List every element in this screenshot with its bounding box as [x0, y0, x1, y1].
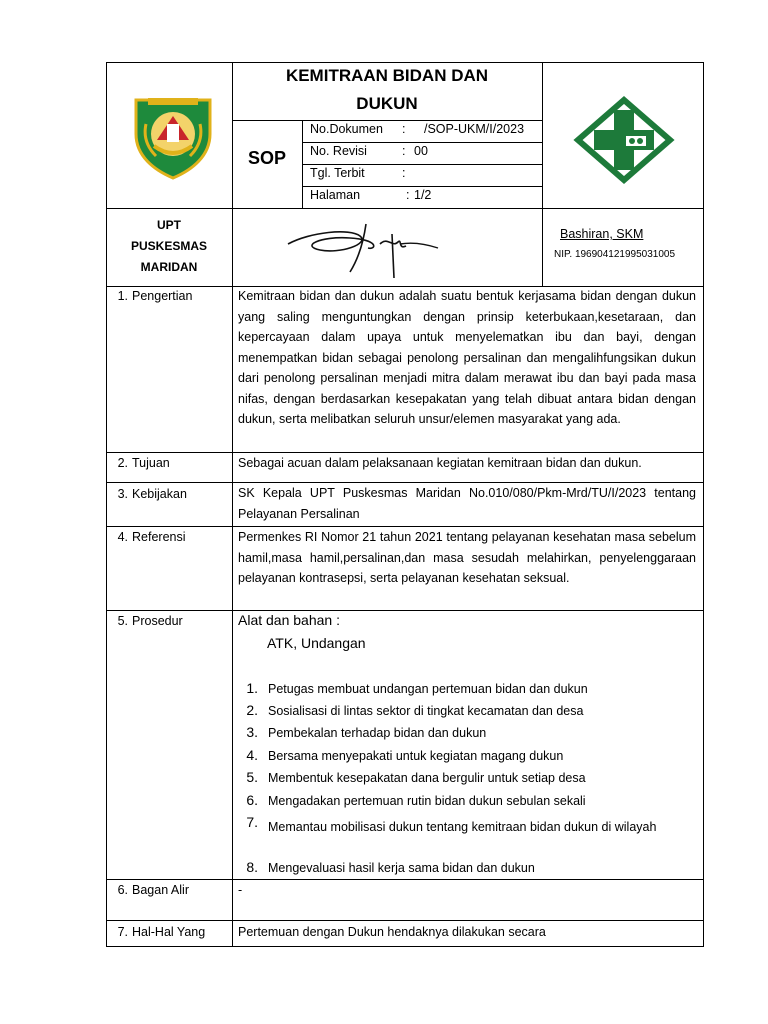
procedure-step — [238, 724, 487, 740]
regency-shield-logo-icon — [132, 94, 214, 180]
row-label-text: Pengertian — [132, 289, 193, 303]
row-text-kebijakan: SK Kepala UPT Puskesmas Maridan No.010/080/Pkm-Mrd/TU/I/2023 tentang Pelayanan Persalinan — [238, 486, 696, 521]
step-text: Membentuk kesepakatan dana bergulir untuk setiap desa — [268, 771, 586, 785]
unit-line: MARIDAN — [140, 260, 198, 274]
procedure-step — [238, 702, 584, 718]
step-text: Pembekalan terhadap bidan dan dukun — [268, 726, 487, 740]
step-text: Mengevaluasi hasil kerja sama bidan dan dukun — [268, 861, 535, 875]
meta-sep: : — [402, 122, 406, 136]
meta-value: 1/2 — [414, 188, 432, 202]
row-label-text: Hal-Hal Yang — [132, 925, 206, 939]
row-number: 7. — [117, 925, 128, 939]
row-text-referensi: Permenkes RI Nomor 21 tahun 2021 tentang pelayanan kesehatan masa sebelum hamil,masa hamil,persalinan,dan masa sesudah melahirkan, penyelenggaraan pelayanan kontrasepsi, serta pelayanan kesehatan seksual. — [238, 530, 696, 585]
step-text: Sosialisasi di lintas sektor di tingkat kecamatan dan desa — [268, 704, 584, 718]
row-number: 1. — [117, 289, 128, 303]
step-text: Bersama menyepakati untuk kegiatan magang dukun — [268, 749, 564, 763]
row-label-hal-hal-yang — [112, 925, 205, 939]
row-number: 4. — [117, 530, 128, 544]
title-line-1: KEMITRAAN BIDAN DAN — [285, 66, 489, 85]
procedure-step — [238, 747, 564, 763]
row-label-text: Tujuan — [132, 456, 170, 470]
row-label-kebijakan — [112, 487, 187, 501]
row-label-text: Referensi — [132, 530, 186, 544]
row-text-hal-hal-yang: Pertemuan dengan Dukun hendaknya dilakukan secara — [238, 925, 546, 939]
unit-name — [106, 215, 232, 278]
step-number: 8. — [246, 859, 258, 875]
meta-sep: : — [402, 144, 406, 158]
row-number: 6. — [117, 883, 128, 897]
row-label-text: Kebijakan — [132, 487, 187, 501]
meta-value: /SOP-UKM/I/2023 — [424, 122, 525, 136]
signer-nip: NIP. 196904121995031005 — [554, 249, 676, 260]
meta-sep: : — [402, 166, 406, 180]
meta-value: 00 — [414, 144, 428, 158]
step-number: 4. — [246, 747, 258, 763]
step-text: Mengadakan pertemuan rutin bidan dukun sebulan sekali — [268, 794, 586, 808]
signer-name: Bashiran, SKM — [560, 227, 644, 241]
row-label-bagan-alir — [112, 883, 189, 897]
procedure-step — [238, 769, 586, 785]
row-label-pengertian — [112, 289, 192, 303]
step-number: 5. — [246, 769, 258, 785]
procedure-step — [238, 680, 588, 696]
procedure-step — [238, 859, 535, 875]
title-line-2: DUKUN — [356, 94, 418, 113]
unit-line: UPT — [157, 218, 181, 232]
row-label-text: Prosedur — [132, 614, 183, 628]
step-text: Petugas membuat undangan pertemuan bidan dan dukun — [268, 682, 588, 696]
sop-label: SOP — [247, 148, 286, 168]
row-number: 3. — [117, 487, 128, 501]
tools-heading: Alat dan bahan : — [238, 612, 340, 628]
document-title — [232, 62, 542, 118]
meta-label: Tgl. Terbit — [310, 166, 365, 180]
puskesmas-cross-logo-icon — [570, 96, 678, 184]
row-label-text: Bagan Alir — [132, 883, 189, 897]
handwritten-signature — [280, 214, 450, 280]
meta-label: No.Dokumen — [310, 122, 383, 136]
row-label-prosedur — [112, 614, 183, 628]
step-number: 3. — [246, 724, 258, 740]
step-number: 1. — [246, 680, 258, 696]
meta-label: Halaman — [310, 188, 361, 202]
unit-line: PUSKESMAS — [130, 239, 207, 253]
row-text-bagan-alir: - — [238, 883, 243, 897]
step-number: 6. — [246, 792, 258, 808]
step-number: 7. — [246, 814, 258, 830]
row-text-pengertian: Kemitraan bidan dan dukun adalah suatu bentuk kerjasama bidan dengan dukun yang saling menguntungkan dengan prinsip keterbukaan,kesetaraan, dan kepercayaan dalam upaya untuk menyelematkan ibu dan bayi, dengan menempatkan bidan sebagai penolong persalinan dan mengalihfungsikan dukun dari penolong persalinan menjadi mitra dalam merawat ibu dan bayi pada masa nifas, dengan berdasarkan kesepakatan yang telah dibuat antara bidan dengan dukun, serta melibatkan seluruh unsur/elemen masyarakat yang ada. — [238, 289, 696, 426]
meta-label: No. Revisi — [310, 144, 367, 158]
row-label-tujuan — [112, 456, 170, 470]
step-text: Memantau mobilisasi dukun tentang kemitraan bidan dukun di wilayah — [268, 820, 657, 834]
row-number: 5. — [117, 614, 128, 628]
procedure-step — [238, 792, 586, 808]
row-label-referensi — [112, 530, 186, 544]
tools-list: ATK, Undangan — [267, 635, 366, 651]
row-number: 2. — [117, 456, 128, 470]
row-text-tujuan: Sebagai acuan dalam pelaksanaan kegiatan kemitraan bidan dan dukun. — [238, 456, 642, 470]
meta-sep: : — [406, 188, 410, 202]
procedure-step — [238, 814, 696, 834]
step-number: 2. — [246, 702, 258, 718]
